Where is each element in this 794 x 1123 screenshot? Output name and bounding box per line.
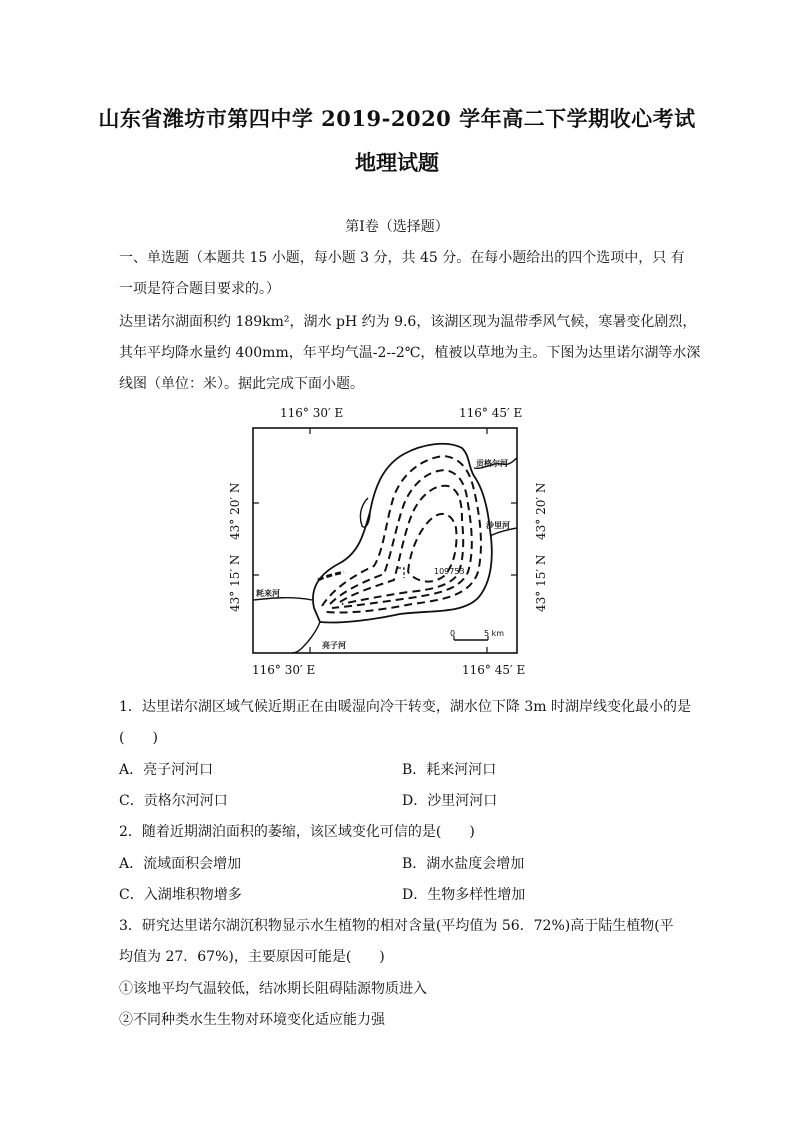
- section-intro-line1: 一、单选题（本题共 15 小题，每小题 3 分，共 45 分。在每小题给出的四个选项中，只 有: [119, 250, 685, 266]
- lon-label-top-left: 116° 30′ E: [280, 406, 344, 420]
- lake-bay: [360, 498, 370, 527]
- question-3-stem-line1: 3．研究达里诺尔湖沉积物显示水生植物的相对含量(平均值为 56．72%)高于陆生植物(平: [119, 918, 674, 934]
- lake-shoreline: [313, 444, 492, 623]
- document-subtitle: 地理试题: [355, 150, 439, 175]
- q2-option-a: A．流域面积会增加: [119, 856, 242, 872]
- q3-item-2: ②不同种类水生生物对环境变化适应能力强: [119, 1012, 385, 1028]
- material-line3: 线图（单位：米）。据此完成下面小题。: [119, 376, 364, 392]
- volume-heading: 第Ⅰ卷（选择题）: [345, 219, 449, 235]
- river-label-liangzi: 亮子河: [322, 641, 346, 650]
- scale-label-zero: 0: [450, 629, 456, 638]
- question-1-stem: 1．达里诺尔湖区域气候近期正在由暖湿向冷干转变，湖水位下降 3m 时湖岸线变化最小的是: [119, 699, 691, 715]
- lon-label-bottom-left: 116° 30′ E: [252, 663, 316, 677]
- river-label-shali: 沙里河: [486, 521, 510, 530]
- depth-contour-1: [322, 456, 481, 613]
- lon-label-top-right: 116° 45′ E: [459, 406, 523, 420]
- river-liangzi: [292, 622, 320, 653]
- river-label-haolai: 耗来河: [256, 589, 280, 598]
- document-title: 山东省潍坊市第四中学 2019-2020 学年高二下学期收心考试: [98, 106, 696, 131]
- lat-label-right-upper: 43° 20′ N: [534, 482, 548, 540]
- lon-label-bottom-right: 116° 45′ E: [462, 663, 526, 677]
- depth-value-label: 109753: [434, 567, 465, 576]
- question-1-paren: ( ): [119, 730, 158, 746]
- q1-option-a: A．亮子河河口: [119, 762, 214, 778]
- q2-option-d: D．生物多样性增加: [402, 887, 526, 903]
- q2-option-b: B．湖水盐度会增加: [402, 856, 525, 872]
- lake-depth-map: [222, 400, 552, 685]
- q3-item-1: ①该地平均气温较低，结冰期长阻碍陆源物质进入: [119, 981, 427, 997]
- river-haolai: [253, 598, 312, 600]
- depth-marker: [398, 568, 404, 578]
- lat-label-right-lower: 43° 15′ N: [534, 554, 548, 612]
- lat-label-left-lower: 43° 15′ N: [228, 554, 242, 612]
- question-2-stem: 2．随着近期湖泊面积的萎缩，该区域变化可信的是( ): [119, 824, 475, 840]
- question-3-stem-line2: 均值为 27．67%)，主要原因可能是( ): [119, 949, 385, 965]
- q1-option-b: B．耗来河河口: [402, 762, 497, 778]
- river-label-gongeer: 贡格尔河: [476, 459, 508, 468]
- q2-option-c: C．入湖堆积物增多: [119, 887, 242, 903]
- depth-contour-2: [330, 470, 472, 608]
- q1-option-d: D．沙里河河口: [402, 793, 498, 809]
- map-svg: [222, 400, 552, 685]
- material-line1: 达里诺尔湖面积约 189km²，湖水 pH 约为 9.6，该湖区现为温带季风气候，寒暑变化剧烈，: [119, 314, 697, 330]
- scale-label-five: 5 km: [484, 629, 505, 638]
- q1-option-c: C．贡格尔河河口: [119, 793, 228, 809]
- lat-label-left-upper: 43° 20′ N: [228, 482, 242, 540]
- material-line2: 其年平均降水量约 400mm，年平均气温-2--2℃，植被以草地为主。下图为达里诺尔湖等水深: [119, 345, 701, 361]
- section-intro-line2: 一项是符合题目要求的。）: [119, 281, 280, 297]
